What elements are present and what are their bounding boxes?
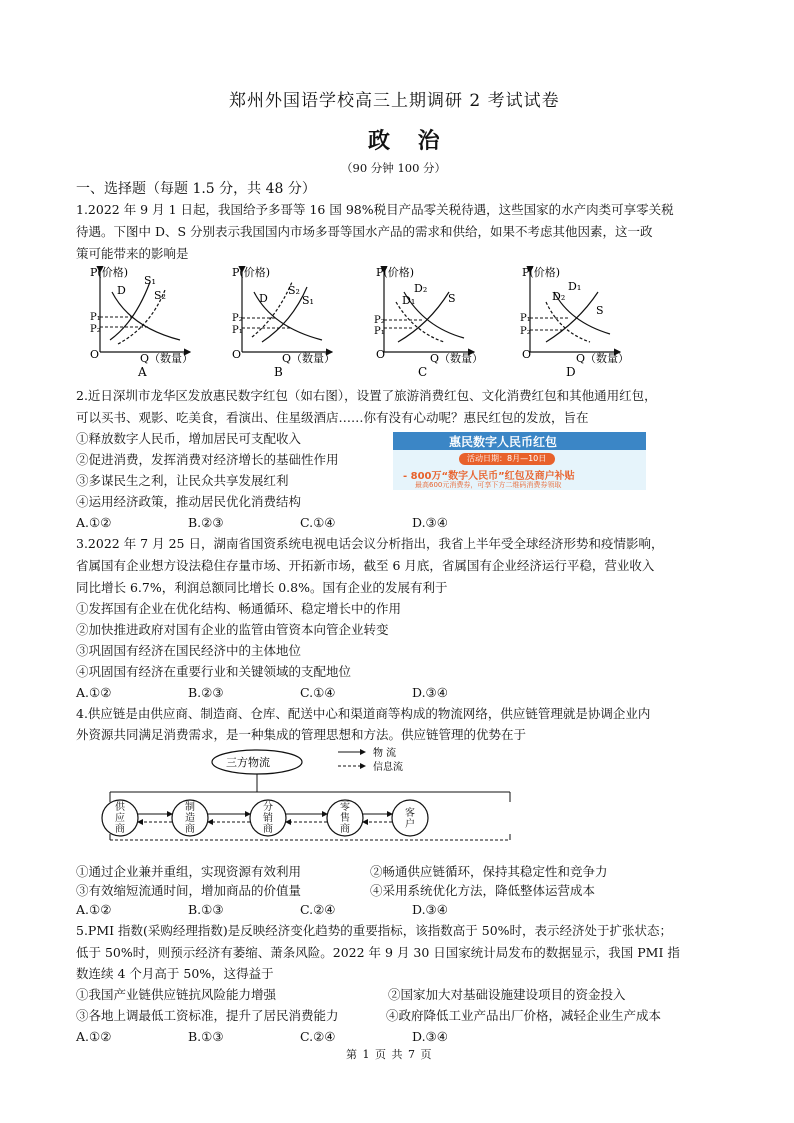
banner-title: 惠民数字人民币红包 — [449, 435, 558, 449]
supply-chain-diagram — [90, 744, 530, 854]
graph-b-letter: B — [274, 365, 283, 379]
q4-item-2: ②畅通供应链循环，保持其稳定性和竞争力 — [370, 864, 608, 879]
graph-d-q-axis: Q（数量） — [576, 352, 630, 365]
q1-graphs — [0, 262, 794, 384]
graph-d-p-axis: P(价格) — [522, 266, 560, 279]
q3-line-3: 同比增长 6.7%，利润总额同比增长 0.8%。国有企业的发展有利于 — [76, 580, 448, 595]
graph-b-p-axis: P(价格) — [232, 266, 270, 279]
graph-d-s: S — [596, 304, 604, 317]
red-envelope-banner — [393, 432, 646, 490]
graph-d-letter: D — [566, 365, 576, 379]
q1-line-1: 1.2022 年 9 月 1 日起，我国给予多哥等 16 国 98%税目产品零关税待遇，这些国家的水产肉类可享零关税 — [76, 202, 674, 217]
q5-line-3: 数连续 4 个月高于 50%，这得益于 — [76, 966, 274, 981]
graph-a-origin: O — [90, 348, 100, 361]
diagram-legend-flow: 物 流 — [373, 748, 397, 759]
banner-line-1: - 800万“数字人民币”红包及商户补贴 — [403, 471, 575, 482]
graph-c-p-axis: P(价格) — [376, 266, 414, 279]
banner-line-2: 最高600元消费券，可享下方二维码消费券领取 — [415, 481, 562, 489]
q5-item-1: ①我国产业链供应链抗风险能力增强 — [76, 987, 277, 1002]
q2-item-4: ④运用经济政策，推动居民优化消费结构 — [76, 494, 302, 509]
q2-option-d: D.③④ — [412, 515, 448, 530]
q4-item-4: ④采用系统优化方法，降低整体运营成本 — [370, 883, 596, 898]
q2-item-3: ③多谋民生之利，让民众共享发展红利 — [76, 473, 289, 488]
q2-line-2: 可以买书、观影、吃美食，看演出、住星级酒店……你有没有心动呢？惠民红包的发放，旨在 — [76, 410, 589, 425]
q2-option-b: B.②③ — [188, 515, 224, 530]
q3-item-2: ②加快推进政府对国有企业的监管由管资本向管企业转变 — [76, 622, 389, 637]
q3-option-b: B.②③ — [188, 685, 224, 700]
node-label-supplier: 供应商 — [115, 802, 125, 835]
q5-line-2: 低于 50%时，则预示经济有萎缩、萧条风险。2022 年 9 月 30 日国家统计局发布的数据显示，我国 PMI 指 — [76, 945, 680, 960]
q4-item-1: ①通过企业兼并重组，实现资源有效利用 — [76, 864, 302, 879]
graph-a-p1: P₁ — [90, 312, 101, 323]
graph-b-p2: P₂ — [232, 313, 243, 324]
q4-line-2: 外资源共同满足消费需求，是一种集成的管理思想和方法。供应链管理的优势在于 — [76, 727, 527, 742]
diagram-legend-info: 信息流 — [373, 762, 403, 773]
q5-option-a: A.①② — [76, 1029, 112, 1044]
q5-option-b: B.①③ — [188, 1029, 224, 1044]
q4-option-c: C.②④ — [300, 902, 336, 917]
diagram-top-label: 三方物流 — [226, 756, 270, 769]
graph-d — [520, 265, 629, 379]
q1-line-2: 待遇。下图中 D、S 分别表示我国国内市场多哥等国水产品的需求和供给，如果不考虑其他因素，这一政 — [76, 224, 653, 239]
graph-d-p1: P₁ — [520, 313, 531, 324]
q5-option-d: D.③④ — [412, 1029, 448, 1044]
q3-option-d: D.③④ — [412, 685, 448, 700]
q5-item-2: ②国家加大对基础设施建设项目的资金投入 — [388, 987, 626, 1002]
graph-c-letter: C — [418, 365, 428, 379]
q2-item-1: ①释放数字人民币，增加居民可支配收入 — [76, 431, 302, 446]
node-label-manufacturer: 制造商 — [185, 802, 195, 835]
q3-line-1: 3.2022 年 7 月 25 日，湖南省国资系统电视电话会议分析指出，我省上半年受全球经济形势和疫情影响， — [76, 536, 664, 551]
graph-a-p-axis: P(价格) — [90, 266, 128, 279]
q1-line-3: 策可能带来的影响是 — [76, 246, 189, 261]
graph-b-q-axis: Q（数量） — [282, 352, 336, 365]
q2-line-1: 2.近日深圳市龙华区发放惠民数字红包（如右图），设置了旅游消费红包、文化消费红包和其他通用红包， — [76, 388, 657, 403]
graph-c — [374, 265, 483, 379]
graph-b — [232, 265, 335, 379]
q4-option-d: D.③④ — [412, 902, 448, 917]
graph-a-s2: S₂ — [154, 289, 166, 302]
graph-d-d1: D₁ — [568, 280, 582, 293]
q3-item-1: ①发挥国有企业在优化结构、畅通循环、稳定增长中的作用 — [76, 601, 402, 616]
graph-c-origin: O — [376, 348, 386, 361]
q3-item-3: ③巩固国有经济在国民经济中的主体地位 — [76, 643, 302, 658]
node-label-distributor: 分销商 — [263, 802, 273, 835]
graph-c-d1: D₁ — [402, 294, 416, 307]
exam-title: 郑州外国语学校高三上期调研 2 考试试卷 — [229, 91, 560, 111]
q2-option-c: C.①④ — [300, 515, 336, 530]
q3-option-c: C.①④ — [300, 685, 336, 700]
node-label-retailer: 零售商 — [340, 802, 350, 835]
graph-a-p2: P₂ — [90, 324, 101, 335]
graph-b-s1: S₁ — [302, 294, 314, 307]
graph-c-d2: D₂ — [414, 282, 428, 295]
graph-a-d: D — [117, 284, 126, 297]
subject-title: 政 治 — [368, 128, 450, 154]
graph-d-origin: O — [522, 348, 532, 361]
graph-b-p1: P₁ — [232, 325, 243, 336]
graph-c-q-axis: Q（数量） — [430, 352, 484, 365]
graph-b-origin: O — [232, 348, 242, 361]
banner-date: 活动日期：8月—10日 — [467, 454, 547, 463]
q5-item-4: ④政府降低工业产品出厂价格，减轻企业生产成本 — [386, 1008, 662, 1023]
q3-line-2: 省属国有企业想方设法稳住存量市场、开拓新市场，截至 6 月底，省属国有企业经济运行平稳，营业收入 — [76, 558, 655, 573]
graph-c-p2: P₂ — [374, 315, 385, 326]
q5-item-3: ③各地上调最低工资标准，提升了居民消费能力 — [76, 1008, 339, 1023]
page-footer: 第 1 页 共 7 页 — [346, 1048, 433, 1061]
graph-d-d2: D₂ — [552, 290, 566, 303]
graph-b-s2: S₂ — [288, 284, 300, 297]
graph-a-s1: S₁ — [144, 274, 156, 287]
q2-item-2: ②促进消费，发挥消费对经济增长的基础性作用 — [76, 452, 339, 467]
graph-b-d: D — [259, 292, 268, 305]
section-heading: 一、选择题（每题 1.5 分，共 48 分） — [76, 181, 316, 197]
graph-a-q-axis: Q（数量） — [140, 352, 194, 365]
exam-duration: （90 分钟 100 分） — [341, 161, 447, 175]
graph-a-letter: A — [138, 365, 147, 379]
q4-item-3: ③有效缩短流通时间，增加商品的价值量 — [76, 883, 302, 898]
graph-a — [90, 265, 193, 379]
q4-line-1: 4.供应链是由供应商、制造商、仓库、配送中心和渠道商等构成的物流网络，供应链管理就是协调企业内 — [76, 706, 651, 721]
graph-c-s: S — [448, 292, 456, 305]
q3-option-a: A.①② — [76, 685, 112, 700]
q4-option-b: B.①③ — [188, 902, 224, 917]
q4-option-a: A.①② — [76, 902, 112, 917]
q2-option-a: A.①② — [76, 515, 112, 530]
q5-line-1: 5.PMI 指数(采购经理指数)是反映经济变化趋势的重要指标，该指数高于 50%时，表示经济处于扩张状态； — [76, 923, 673, 938]
q5-option-c: C.②④ — [300, 1029, 336, 1044]
graph-c-p1: P₁ — [374, 326, 385, 337]
node-label-customer: 客户 — [405, 808, 415, 830]
graph-d-p2: P₂ — [520, 326, 531, 337]
q3-item-4: ④巩固国有经济在重要行业和关键领域的支配地位 — [76, 664, 352, 679]
